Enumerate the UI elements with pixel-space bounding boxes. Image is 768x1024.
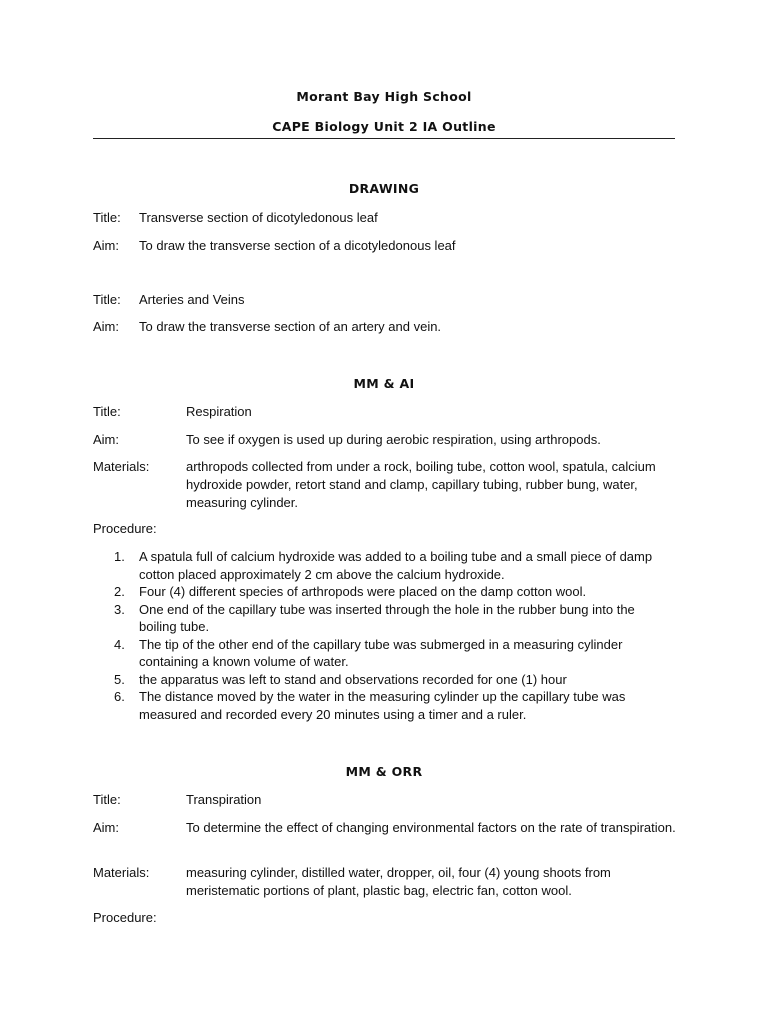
procedure-step [93, 636, 668, 671]
drawing-title-2-value: Arteries and Veins [139, 292, 245, 307]
drawing-aim-2-value: To draw the transverse section of an artery and vein. [139, 319, 442, 334]
transpiration-materials-label: Materials: [93, 865, 150, 880]
drawing-aim-1-label: Aim: [93, 238, 119, 253]
transpiration-procedure-label: Procedure: [93, 910, 157, 925]
procedure-step-number: 6. [114, 689, 125, 704]
respiration-title-label: Title: [93, 404, 121, 419]
procedure-step-text: One end of the capillary tube was inserted through the hole in the rubber bung into the boiling tube. [139, 601, 635, 634]
procedure-step-number: 5. [114, 671, 125, 687]
section-heading-mm-orr: MM & ORR [345, 764, 423, 779]
respiration-procedure-list [93, 548, 668, 723]
procedure-step [93, 583, 668, 601]
respiration-materials-value: arthropods collected from under a rock, boiling tube, cotton wool, spatula, calcium hydroxide powder, retort stand and clamp, capillary tubing, rubber bung, water, measuring cylinder. [186, 459, 656, 510]
respiration-procedure-label: Procedure: [93, 521, 157, 536]
procedure-step [93, 688, 668, 723]
procedure-step-text: A spatula full of calcium hydroxide was added to a boiling tube and a small piece of damp cotton placed approximately 2 cm above the calcium hydroxide. [139, 549, 653, 582]
procedure-step-number: 1. [114, 549, 125, 564]
school-name: Morant Bay High School [296, 89, 472, 104]
procedure-step-text: Four (4) different species of arthropods were placed on the damp cotton wool. [139, 584, 587, 599]
respiration-aim-value: To see if oxygen is used up during aerobic respiration, using arthropods. [186, 432, 601, 447]
procedure-step [93, 548, 668, 583]
procedure-step-number: 3. [114, 601, 125, 617]
drawing-title-1-label: Title: [93, 210, 121, 225]
procedure-step-text: The distance moved by the water in the measuring cylinder up the capillary tube was measured and recorded every 20 minutes using a timer and a ruler. [139, 689, 626, 722]
procedure-step-number: 2. [114, 584, 125, 599]
respiration-aim-label: Aim: [93, 432, 119, 447]
transpiration-title-value: Transpiration [186, 792, 262, 807]
section-heading-mm-ai: MM & AI [353, 376, 415, 391]
procedure-step-number: 4. [114, 636, 125, 652]
course-title: CAPE Biology Unit 2 IA Outline [272, 119, 496, 134]
drawing-title-2-label: Title: [93, 292, 121, 307]
drawing-title-1-value: Transverse section of dicotyledonous leaf [139, 210, 378, 225]
section-heading-drawing: DRAWING [348, 181, 420, 196]
transpiration-aim-label: Aim: [93, 820, 119, 835]
drawing-aim-1-value: To draw the transverse section of a dicotyledonous leaf [139, 238, 456, 253]
transpiration-materials-value: measuring cylinder, distilled water, dropper, oil, four (4) young shoots from meristematic portions of plant, plastic bag, electric fan, cotton wool. [186, 865, 611, 898]
respiration-title-value: Respiration [186, 404, 252, 419]
header-rule [93, 138, 675, 139]
procedure-step-text: the apparatus was left to stand and observations recorded for one (1) hour [139, 671, 567, 687]
procedure-step [93, 601, 668, 636]
respiration-materials-label: Materials: [93, 459, 150, 474]
transpiration-aim-value: To determine the effect of changing environmental factors on the rate of transpiration. [186, 820, 676, 835]
procedure-step-text: The tip of the other end of the capillary tube was submerged in a measuring cylinder containing a known volume of water. [139, 636, 623, 669]
drawing-aim-2-label: Aim: [93, 319, 119, 334]
transpiration-title-label: Title: [93, 792, 121, 807]
procedure-step [93, 671, 668, 689]
